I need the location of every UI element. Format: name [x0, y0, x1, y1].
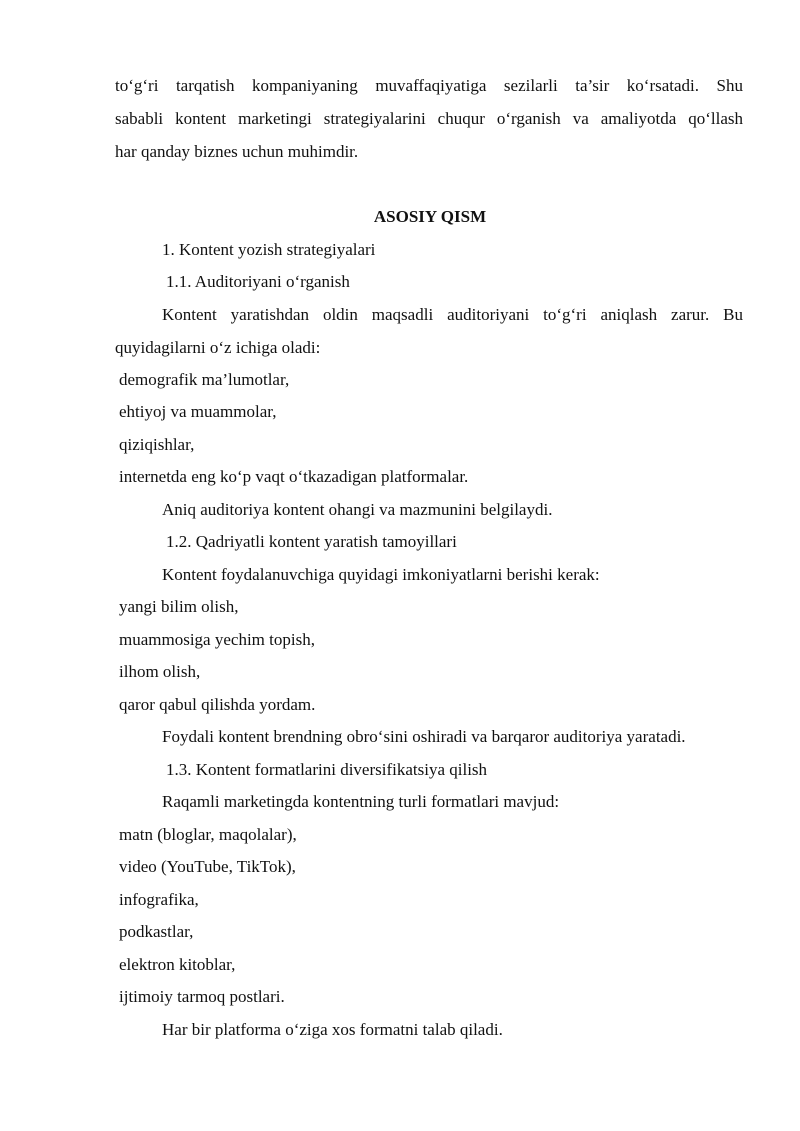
- subsection-1-3-intro: Raqamli marketingda kontentning turli formatlari mavjud:: [162, 792, 560, 811]
- list-item: podkastlar,: [119, 922, 194, 941]
- subsection-1-1-conclusion: Aniq auditoriya kontent ohangi va mazmunini belgilaydi.: [162, 500, 553, 519]
- subsection-1-1-title: 1.1. Auditoriyani o‘rganish: [166, 272, 350, 291]
- list-item: video (YouTube, TikTok),: [119, 857, 296, 876]
- subsection-1-1-paragraph-line-1: Kontent yaratishdan oldin maqsadli auditoriyani to‘g‘ri aniqlash zarur. Bu: [162, 305, 743, 324]
- list-item: qaror qabul qilishda yordam.: [119, 695, 316, 714]
- list-item: ilhom olish,: [119, 662, 201, 681]
- intro-line-1: to‘g‘ri tarqatish kompaniyaning muvaffaqiyatiga sezilarli ta’sir ko‘rsatadi. Shu: [115, 76, 743, 95]
- subsection-1-1-paragraph-line-2: quyidagilarni o‘z ichiga oladi:: [115, 338, 321, 357]
- list-item: demografik ma’lumotlar,: [119, 370, 290, 389]
- subsection-1-3-title: 1.3. Kontent formatlarini diversifikatsiya qilish: [166, 760, 488, 779]
- list-item: internetda eng ko‘p vaqt o‘tkazadigan platformalar.: [119, 467, 469, 486]
- list-item: muammosiga yechim topish,: [119, 630, 315, 649]
- subsection-1-3-conclusion: Har bir platforma o‘ziga xos formatni talab qiladi.: [162, 1020, 503, 1039]
- list-item: ijtimoiy tarmoq postlari.: [119, 987, 285, 1006]
- subsection-1-2-title: 1.2. Qadriyatli kontent yaratish tamoyillari: [166, 532, 457, 551]
- intro-line-2: sababli kontent marketingi strategiyalarini chuqur o‘rganish va amaliyotda qo‘llash: [115, 109, 743, 128]
- subsection-1-2-intro: Kontent foydalanuvchiga quyidagi imkoniyatlarni berishi kerak:: [162, 565, 600, 584]
- list-item: yangi bilim olish,: [119, 597, 239, 616]
- list-item: qiziqishlar,: [119, 435, 195, 454]
- section-heading: ASOSIY QISM: [373, 207, 487, 226]
- list-item: infografika,: [119, 890, 199, 909]
- list-item: matn (bloglar, maqolalar),: [119, 825, 297, 844]
- subsection-1-2-conclusion: Foydali kontent brendning obro‘sini oshiradi va barqaror auditoriya yaratadi.: [162, 727, 686, 746]
- section-1-title: 1. Kontent yozish strategiyalari: [162, 240, 376, 259]
- intro-line-3: har qanday biznes uchun muhimdir.: [115, 142, 359, 161]
- list-item: elektron kitoblar,: [119, 955, 236, 974]
- list-item: ehtiyoj va muammolar,: [119, 402, 277, 421]
